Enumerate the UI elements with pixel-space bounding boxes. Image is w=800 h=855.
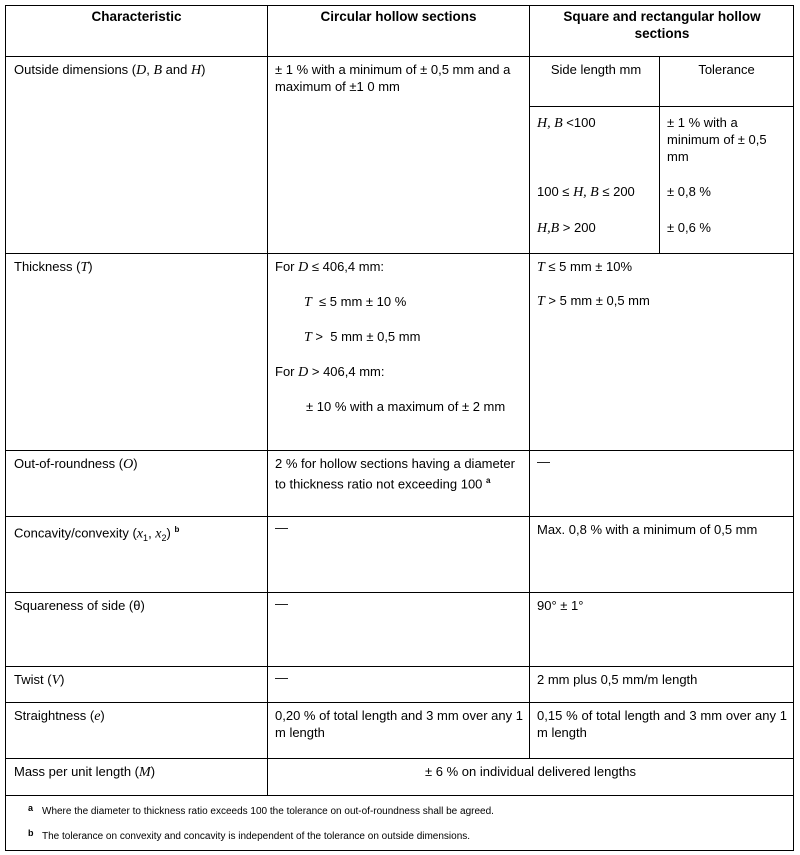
side-length-row-3: H,B > 200 bbox=[537, 220, 596, 236]
thickness-circular-line-5: ± 10 % with a maximum of ± 2 mm bbox=[306, 399, 506, 414]
concavity-circular: — bbox=[275, 520, 288, 535]
footnote-a: a Where the diameter to thickness ratio exceeds 100 the tolerance on out-of-roundness shall be agreed. bbox=[28, 803, 494, 817]
squareness-circular: — bbox=[275, 596, 288, 611]
thickness-circular-line-1: For D ≤ 406,4 mm: bbox=[275, 259, 385, 275]
roundness-circular: 2 % for hollow sections having a diameter to thickness ratio not exceeding 100 $^a$ bbox=[275, 456, 515, 492]
header-characteristic: Characteristic bbox=[91, 9, 182, 24]
row-divider bbox=[529, 106, 793, 107]
thickness-circular-line-4: For D > 406,4 mm: bbox=[275, 364, 385, 380]
straightness-label: Straightness (e) bbox=[14, 708, 105, 724]
column-divider bbox=[659, 56, 660, 253]
row-divider bbox=[6, 795, 793, 796]
roundness-square: — bbox=[537, 454, 550, 469]
row-divider bbox=[6, 592, 793, 593]
concavity-square: Max. 0,8 % with a minimum of 0,5 mm bbox=[537, 522, 758, 537]
row-divider bbox=[6, 758, 793, 759]
tolerance-row-1: ± 1 % with a minimum of ± 0,5 mm bbox=[667, 115, 767, 164]
mass-label: Mass per unit length (M) bbox=[14, 764, 156, 780]
row-divider bbox=[6, 56, 793, 57]
squareness-label: Squareness of side (θ) bbox=[14, 598, 145, 613]
squareness-square: 90° ± 1° bbox=[537, 598, 584, 613]
mass-value: ± 6 % on individual delivered lengths bbox=[425, 764, 636, 779]
footnote-a-marker: a bbox=[486, 476, 491, 485]
row-divider bbox=[6, 666, 793, 667]
thickness-circular-line-2: T ≤ 5 mm ± 10 % bbox=[304, 294, 407, 310]
outside-dimensions-circular: ± 1 % with a minimum of ± 0,5 mm and a maximum of ±1 0 mm bbox=[275, 62, 511, 94]
row-divider bbox=[6, 702, 793, 703]
roundness-label: Out-of-roundness (O) bbox=[14, 456, 138, 472]
tolerance-row-3: ± 0,6 % bbox=[667, 220, 711, 235]
header-square: Square and rectangular hollow sections bbox=[563, 9, 761, 41]
side-length-header: Side length mm bbox=[550, 62, 642, 77]
side-length-row-1: H, B <100 bbox=[537, 115, 596, 131]
column-divider bbox=[267, 6, 268, 795]
thickness-circular-line-3: T > 5 mm ± 0,5 mm bbox=[304, 329, 421, 345]
side-length-row-2: 100 ≤ H, B ≤ 200 bbox=[537, 184, 635, 200]
thickness-square-line-1: T ≤ 5 mm ± 10% bbox=[537, 259, 633, 275]
thickness-square-line-2: T > 5 mm ± 0,5 mm bbox=[537, 293, 650, 309]
thickness-label: Thickness (T) bbox=[14, 259, 93, 275]
twist-label: Twist (V) bbox=[14, 672, 65, 688]
row-divider bbox=[6, 516, 793, 517]
row-divider bbox=[6, 450, 793, 451]
straightness-circular: 0,20 % of total length and 3 mm over any 1 m length bbox=[275, 708, 523, 740]
tolerance-header: Tolerance bbox=[698, 62, 755, 77]
tolerance-table bbox=[5, 5, 794, 851]
header-circular: Circular hollow sections bbox=[320, 9, 477, 24]
footnote-b: b The tolerance on convexity and concavity is independent of the tolerance on outside dimensions. bbox=[28, 828, 471, 842]
twist-circular: — bbox=[275, 670, 288, 685]
tolerance-row-2: ± 0,8 % bbox=[667, 184, 711, 199]
concavity-label: Concavity/convexity ($x_1$, $x_2$) $^b$ bbox=[14, 525, 180, 543]
twist-square: 2 mm plus 0,5 mm/m length bbox=[537, 672, 698, 687]
straightness-square: 0,15 % of total length and 3 mm over any 1 m length bbox=[537, 708, 787, 740]
column-divider bbox=[529, 6, 530, 758]
row-divider bbox=[6, 253, 793, 254]
outside-dimensions-label: Outside dimensions (D, B and H) bbox=[14, 62, 206, 78]
footnote-b-marker: b bbox=[174, 525, 180, 534]
